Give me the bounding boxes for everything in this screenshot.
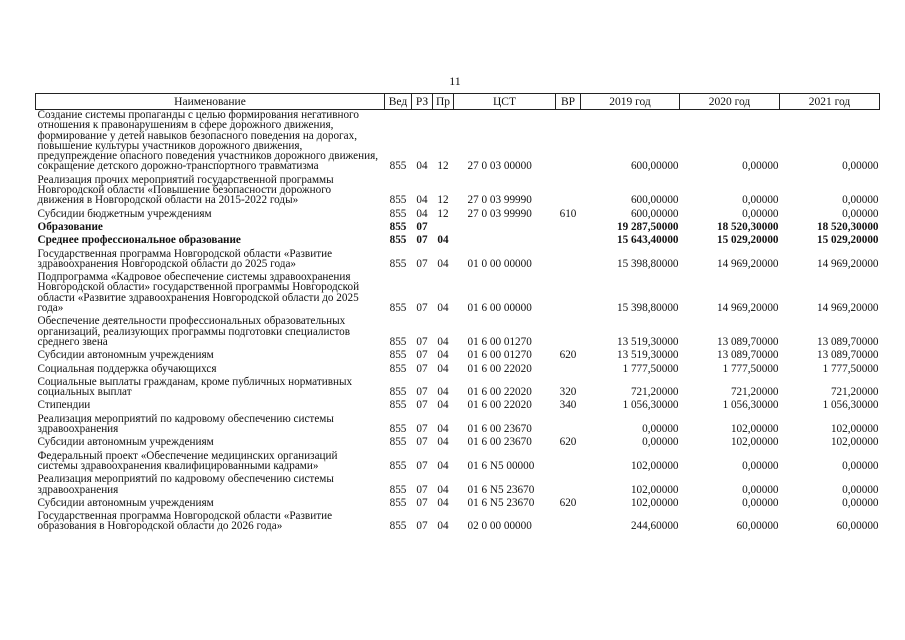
cell-name: Стипендии (37, 399, 91, 412)
cell-cst: 01 6 N5 23670 (467, 496, 535, 509)
table-row (36, 508, 880, 532)
header-2021: 2021 год (780, 94, 880, 110)
cell-2019: 15 643,40000 (616, 234, 679, 247)
cell-ved: 855 (389, 335, 407, 348)
budget-table (35, 93, 880, 532)
cell-pr: 12 (437, 194, 449, 207)
cell-name: Социальная поддержка обучающихся (37, 362, 217, 375)
cell-ved: 855 (389, 483, 407, 496)
header-row (36, 94, 880, 110)
table-row (36, 397, 880, 410)
cell-rz: 04 (416, 160, 428, 173)
cell-2019: 13 519,30000 (616, 335, 679, 348)
table-row (36, 206, 880, 219)
cell-vr (556, 172, 581, 206)
cell-2021: 0,00000 (842, 194, 879, 207)
table-row (36, 269, 880, 313)
cell-2021: 0,00000 (842, 160, 879, 173)
cell-rz: 07 (416, 496, 428, 509)
table-row (36, 347, 880, 360)
table-row (36, 172, 880, 206)
cell-2020: 102,00000 (730, 436, 779, 449)
cell-2019: 600,00000 (630, 160, 679, 173)
cell-rz: 07 (416, 335, 428, 348)
cell-2019: 102,00000 (630, 459, 679, 472)
cell-2021: 18 520,30000 (816, 220, 879, 233)
cell-pr: 04 (437, 257, 449, 270)
table-row (36, 232, 880, 245)
cell-2021: 14 969,20000 (816, 302, 879, 315)
cell-vr: 620 (559, 436, 577, 449)
cell-ved: 855 (389, 459, 407, 472)
cell-pr: 04 (437, 483, 449, 496)
cell-cst: 01 6 00 01270 (467, 349, 532, 362)
cell-vr (556, 246, 581, 270)
cell-ved: 855 (389, 234, 407, 247)
table-row (36, 246, 880, 270)
cell-cst: 01 6 00 23670 (467, 423, 532, 436)
cell-2020: 1 777,50000 (722, 362, 779, 375)
cell-2021: 1 056,30000 (822, 399, 879, 412)
header-rz: РЗ (412, 94, 433, 110)
header-pr: Пр (433, 94, 454, 110)
cell-2021: 15 029,20000 (816, 234, 879, 247)
cell-2021: 13 089,70000 (816, 335, 879, 348)
cell-ved: 855 (389, 423, 407, 436)
cell-2021: 0,00000 (842, 207, 879, 220)
cell-name: Реализация мероприятий по кадровому обеспечению системы здравоохранения (37, 473, 334, 496)
cell-rz: 07 (416, 349, 428, 362)
table-row (36, 313, 880, 347)
table-row (36, 374, 880, 398)
cell-cst: 01 0 00 00000 (467, 257, 532, 270)
cell-ved: 855 (389, 194, 407, 207)
cell-vr (556, 361, 581, 374)
cell-name: Федеральный проект «Обеспечение медицинских организаций системы здравоохранения квалифицированными кадрами» (37, 449, 338, 472)
cell-vr: 620 (559, 496, 577, 509)
cell-2020: 1 056,30000 (722, 399, 779, 412)
cell-cst: 27 0 03 00000 (467, 160, 532, 173)
cell-2019: 0,00000 (642, 423, 679, 436)
cell-cst: 01 6 00 22020 (467, 399, 532, 412)
cell-rz: 07 (416, 459, 428, 472)
header-cst: ЦСТ (454, 94, 556, 110)
cell-vr (556, 411, 581, 435)
table-row (36, 495, 880, 508)
cell-cst: 01 6 N5 00000 (467, 459, 535, 472)
cell-vr (556, 269, 581, 313)
cell-name: Подпрограмма «Кадровое обеспечение системы здравоохранения Новгородской области» государственной программы Новгородской области «Развитие здравоохранения Новгородской области до 2025 года» (37, 271, 360, 315)
cell-ved: 855 (389, 496, 407, 509)
cell-2019: 1 777,50000 (622, 362, 679, 375)
cell-pr: 12 (437, 207, 449, 220)
cell-pr: 04 (437, 423, 449, 436)
cell-rz: 07 (416, 362, 428, 375)
cell-2019: 15 398,80000 (616, 302, 679, 315)
cell-2021: 1 777,50000 (822, 362, 879, 375)
table-row (36, 434, 880, 447)
cell-pr: 04 (437, 349, 449, 362)
cell-vr (556, 508, 581, 532)
cell-ved: 855 (389, 399, 407, 412)
cell-cst: 01 6 00 23670 (467, 436, 532, 449)
cell-ved: 855 (389, 220, 407, 233)
table-row (36, 361, 880, 374)
cell-cst: 01 6 00 22020 (467, 386, 532, 399)
cell-ved: 855 (389, 257, 407, 270)
cell-rz: 07 (416, 220, 428, 233)
cell-2020: 721,20000 (730, 386, 779, 399)
cell-2021: 721,20000 (830, 386, 879, 399)
cell-2021: 60,00000 (836, 520, 879, 533)
cell-2020: 13 089,70000 (716, 349, 779, 362)
cell-name: Социальные выплаты гражданам, кроме публичных нормативных социальных выплат (37, 375, 353, 399)
cell-cst: 01 6 00 22020 (467, 362, 532, 375)
cell-2020: 60,00000 (736, 520, 779, 533)
cell-rz: 04 (416, 194, 428, 207)
cell-name: Реализация мероприятий по кадровому обеспечению системы здравоохранения (37, 412, 334, 436)
cell-2019: 600,00000 (630, 194, 679, 207)
cell-ved: 855 (389, 302, 407, 315)
cell-rz: 07 (416, 423, 428, 436)
cell-2020: 0,00000 (742, 459, 779, 472)
cell-pr: 04 (437, 362, 449, 375)
cell-vr (556, 232, 581, 245)
cell-2019: 102,00000 (630, 496, 679, 509)
cell-pr: 04 (437, 302, 449, 315)
cell-vr (556, 471, 581, 495)
cell-name: Обеспечение деятельности профессиональных образовательных организаций, реализующих программы подготовки специалистов среднего звена (37, 315, 351, 348)
cell-2019: 600,00000 (630, 207, 679, 220)
cell-2020: 0,00000 (742, 496, 779, 509)
cell-ved: 855 (389, 386, 407, 399)
cell-2021: 13 089,70000 (816, 349, 879, 362)
cell-rz: 07 (416, 386, 428, 399)
cell-2020: 102,00000 (730, 423, 779, 436)
cell-rz: 07 (416, 399, 428, 412)
cell-2019: 244,60000 (630, 520, 679, 533)
cell-name: Среднее профессиональное образование (37, 234, 241, 247)
cell-2019: 13 519,30000 (616, 349, 679, 362)
cell-vr (556, 110, 581, 172)
table-row (36, 110, 880, 172)
cell-vr: 320 (559, 386, 577, 399)
cell-rz: 07 (416, 483, 428, 496)
cell-name: Создание системы пропаганды с целью формирования негативного отношения к правонарушениям в сфере дорожного движения, формирование у детей навыков безопасного поведения на дорогах, повышение культуры участников дорожного движения, предупреждение опасного поведения участников дорожного движения, сокращение детского дорожно-транспортного травматизма (37, 109, 379, 173)
cell-pr (433, 219, 454, 232)
cell-ved: 855 (389, 436, 407, 449)
cell-pr: 04 (437, 335, 449, 348)
table-body (36, 110, 880, 532)
cell-vr (556, 219, 581, 232)
table-row (36, 448, 880, 472)
cell-cst: 01 6 00 00000 (467, 302, 532, 315)
cell-ved: 855 (389, 362, 407, 375)
cell-2019: 19 287,50000 (616, 220, 679, 233)
cell-pr: 04 (437, 436, 449, 449)
header-vr: ВР (556, 94, 581, 110)
cell-2020: 14 969,20000 (716, 257, 779, 270)
cell-2020: 15 029,20000 (716, 234, 779, 247)
cell-name: Реализация прочих мероприятий государственной программы Новгородской области «Повышение безопасности дорожного движения в Новгородской области на 2015-2022 годы» (37, 173, 334, 207)
cell-ved: 855 (389, 207, 407, 220)
cell-cst (454, 232, 556, 245)
cell-name: Государственная программа Новгородской области «Развитие здравоохранения Новгородской области до 2025 года» (37, 247, 333, 270)
header-ved: Вед (385, 94, 412, 110)
cell-rz: 07 (416, 436, 428, 449)
cell-name: Субсидии бюджетным учреждениям (37, 207, 212, 220)
header-name: Наименование (36, 94, 385, 110)
cell-ved: 855 (389, 520, 407, 533)
cell-name: Субсидии автономным учреждениям (37, 349, 214, 362)
cell-2020: 13 089,70000 (716, 335, 779, 348)
page-number: 11 (449, 74, 461, 88)
cell-vr (556, 448, 581, 472)
cell-pr: 12 (437, 160, 449, 173)
cell-name: Субсидии автономным учреждениям (37, 436, 214, 449)
cell-name: Субсидии автономным учреждениям (37, 496, 214, 509)
cell-ved: 855 (389, 160, 407, 173)
cell-2021: 0,00000 (842, 459, 879, 472)
header-2020: 2020 год (680, 94, 780, 110)
cell-cst: 01 6 N5 23670 (467, 483, 535, 496)
cell-2021: 102,00000 (830, 436, 879, 449)
cell-pr: 04 (437, 520, 449, 533)
cell-rz: 07 (416, 520, 428, 533)
cell-pr: 04 (437, 459, 449, 472)
cell-2020: 0,00000 (742, 207, 779, 220)
cell-vr: 340 (559, 399, 577, 412)
cell-2021: 0,00000 (842, 496, 879, 509)
cell-pr: 04 (437, 234, 449, 247)
cell-name: Образование (37, 220, 103, 233)
cell-2019: 15 398,80000 (616, 257, 679, 270)
cell-rz: 07 (416, 234, 428, 247)
cell-pr: 04 (437, 496, 449, 509)
cell-vr: 610 (559, 207, 577, 220)
cell-2020: 0,00000 (742, 483, 779, 496)
cell-2019: 1 056,30000 (622, 399, 679, 412)
cell-rz: 04 (416, 207, 428, 220)
cell-2021: 0,00000 (842, 483, 879, 496)
table-row (36, 471, 880, 495)
table-row (36, 411, 880, 435)
cell-2019: 0,00000 (642, 436, 679, 449)
cell-cst (454, 219, 556, 232)
cell-2021: 14 969,20000 (816, 257, 879, 270)
cell-cst: 02 0 00 00000 (467, 520, 532, 533)
cell-ved: 855 (389, 349, 407, 362)
cell-pr: 04 (437, 386, 449, 399)
table-row (36, 219, 880, 232)
cell-vr: 620 (559, 349, 577, 362)
cell-cst: 27 0 03 99990 (467, 194, 532, 207)
cell-name: Государственная программа Новгородской области «Развитие образования в Новгородской области до 2026 года» (37, 510, 333, 533)
cell-rz: 07 (416, 257, 428, 270)
cell-2020: 18 520,30000 (716, 220, 779, 233)
cell-pr: 04 (437, 399, 449, 412)
cell-2021: 102,00000 (830, 423, 879, 436)
header-2019: 2019 год (581, 94, 680, 110)
cell-cst: 01 6 00 01270 (467, 335, 532, 348)
cell-cst: 27 0 03 99990 (467, 207, 532, 220)
cell-vr (556, 313, 581, 347)
cell-2019: 102,00000 (630, 483, 679, 496)
cell-2020: 14 969,20000 (716, 302, 779, 315)
cell-2020: 0,00000 (742, 194, 779, 207)
cell-2019: 721,20000 (630, 386, 679, 399)
cell-rz: 07 (416, 302, 428, 315)
cell-2020: 0,00000 (742, 160, 779, 173)
